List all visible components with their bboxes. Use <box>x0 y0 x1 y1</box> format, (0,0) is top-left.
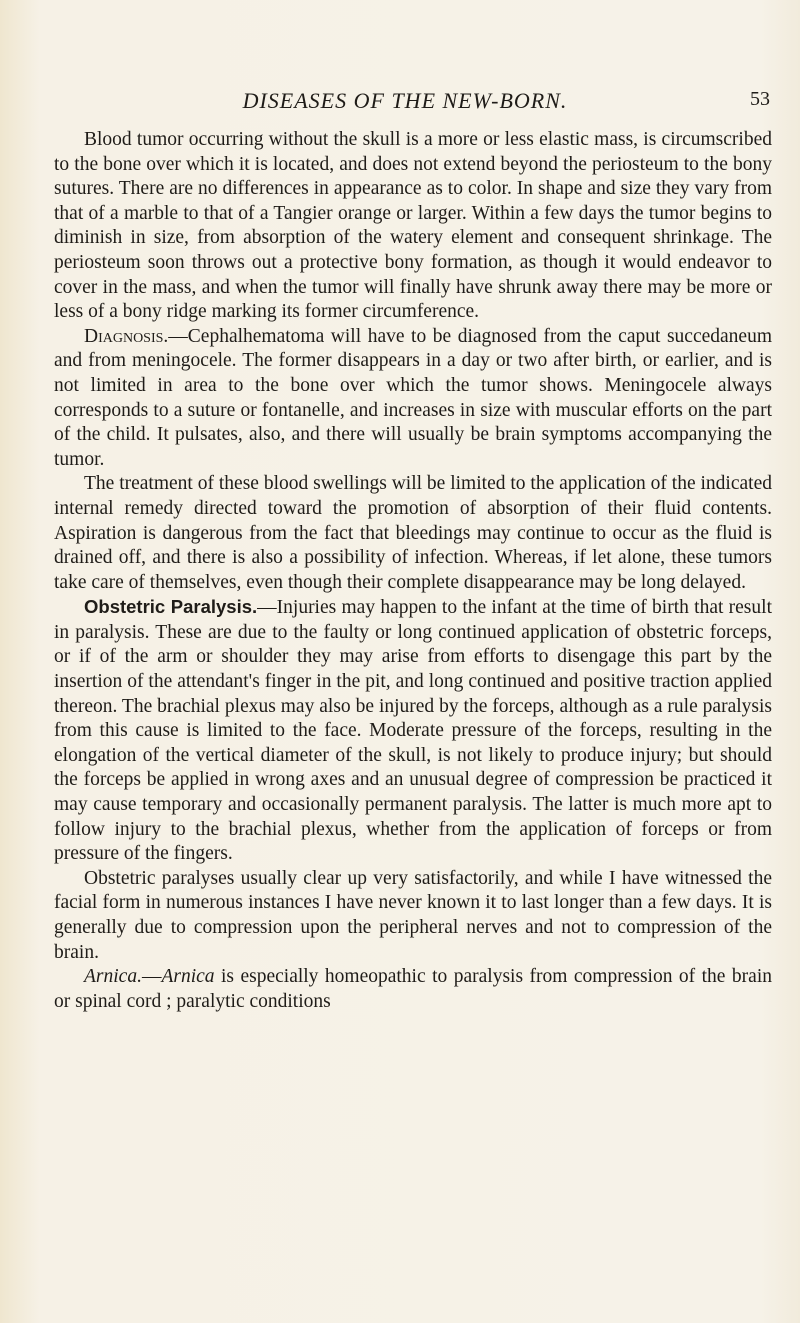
remedy-heading-arnica: Arnica. <box>84 966 142 988</box>
paragraph-text: The treatment of these blood swellings will be limited to the application of the indicated internal remedy directed toward the promotion of absorption of their fluid contents. Aspiration is dangerous from the fact that bleedings may continue to occur as the fluid is drained off, and there is also a possibility of infection. Whereas, if let alone, these tumors take care of themselves, even though their complete disappearance may be long delayed. <box>54 473 772 593</box>
paragraph-obstetric-paralyses <box>54 867 772 965</box>
paragraph-arnica <box>54 965 772 1014</box>
paragraph-text: is especially homeopathic to paralysis from compression of the brain or spinal cord ; paralytic conditions <box>54 966 772 1012</box>
paragraph-treatment <box>54 472 772 595</box>
paragraph-text: Obstetric paralyses usually clear up very satisfactorily, and while I have witnessed the facial form in numerous instances I have never known it to last longer than a few days. It is generally due to compression upon the peripheral nerves and not to compression of the brain. <box>54 867 772 963</box>
section-lead-diagnosis: Diagnosis. <box>84 325 169 347</box>
paragraph-diagnosis <box>54 325 772 473</box>
page-header <box>40 88 770 118</box>
page-number: 53 <box>750 88 770 110</box>
paragraph-text: —Cephalhematoma will have to be diagnosed from the caput succedaneum and from meningocele. The former disappears in a day or two after birth, or earlier, and is not limited in area to the bone over which the tumor shows. Meningocele always corresponds to a suture or fontanelle, and increases in size with muscular efforts on the part of the child. It pulsates, also, and there will usually be brain symptoms accompanying the tumor. <box>54 325 772 470</box>
dash: — <box>141 966 162 988</box>
paragraph-text: Blood tumor occurring without the skull is a more or less elastic mass, is circumscribed to the bone over which it is located, and does not extend beyond the periosteum to the bony sutures. There are no differences in appearance as to color. In shape and size they vary from that of a marble to that of a Tangier orange or larger. Within a few days the tumor begins to diminish in size, from absorption of the watery element and consequent shrinkage. The periosteum soon throws out a protective bony formation, as though it would endeavor to cover in the mass, and when the tumor will finally have shrunk away there may be more or less of a bony ridge marking its former circumference. <box>54 129 772 323</box>
running-head: DISEASES OF THE NEW-BORN. <box>242 88 568 113</box>
remedy-name: Arnica <box>161 966 215 988</box>
section-heading-obstetric-paralysis: Obstetric Paralysis. <box>84 596 258 618</box>
paragraph-text: —Injuries may happen to the infant at the time of birth that result in paralysis. These are due to the faulty or long continued application of obstetric forceps, or if of the arm or shoulder they may arise from efforts to disengage this part by the insertion of the attendant's finger in the pit, and long continued and positive traction applied thereon. The brachial plexus may also be injured by the forceps, although as a rule paralysis from this cause is limited to the face. Moderate pressure of the forceps, resulting in the elongation of the vertical diameter of the skull, is not likely to produce injury; but should the forceps be applied in wrong axes and an unusual degree of compression be practiced it may cause temporary and occasionally permanent paralysis. The latter is much more apt to follow injury to the brachial plexus, whether from the application of forceps or from pressure of the fingers. <box>54 597 772 865</box>
body-text <box>54 128 772 1014</box>
paragraph-blood-tumor <box>54 128 772 325</box>
paragraph-obstetric-paralysis <box>54 595 772 867</box>
